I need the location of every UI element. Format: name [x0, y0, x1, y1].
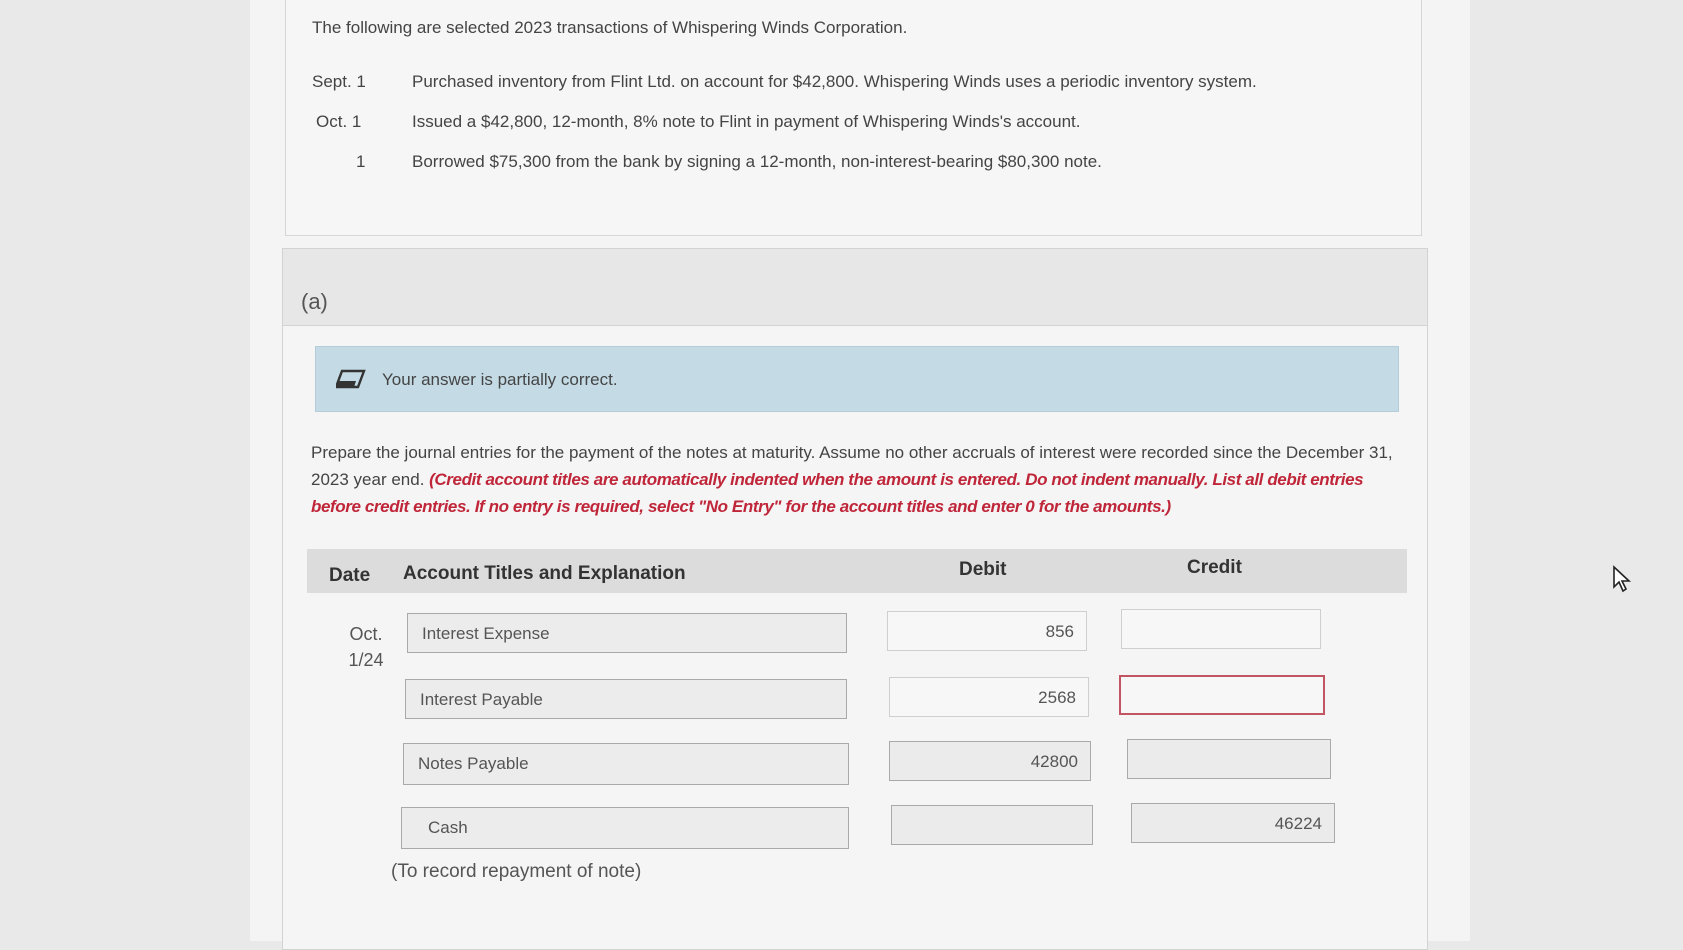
- credit-field-notes-payable[interactable]: [1127, 739, 1331, 779]
- transaction-date: 1: [356, 152, 366, 171]
- transaction-date: Oct. 1: [316, 112, 362, 131]
- feedback-message: Your answer is partially correct.: [382, 370, 618, 389]
- debit-field-cash[interactable]: [891, 805, 1093, 845]
- mouse-pointer-icon: [1612, 565, 1634, 593]
- entry-date: [341, 621, 391, 673]
- instructions-note: (Credit account titles are automatically indented when the amount is entered. Do not indent manually. List all debit entries before credit entries. If no entry is required, select "No Entry" for the account titles and enter 0 for the amounts.): [311, 470, 1364, 516]
- entry-date-month: Oct.: [349, 624, 383, 644]
- header-credit: Credit: [1187, 557, 1242, 578]
- account-field-interest-payable[interactable]: Interest Payable: [405, 679, 847, 719]
- header-date: Date: [329, 565, 371, 586]
- header-debit: Debit: [959, 559, 1007, 580]
- entry-date-day: 1/24: [348, 650, 384, 670]
- account-field-interest-expense[interactable]: Interest Expense: [407, 613, 847, 653]
- instructions: [311, 439, 1411, 520]
- pencil-icon: [336, 369, 366, 389]
- entry-memo: (To record repayment of note): [391, 861, 642, 882]
- debit-field-interest-expense[interactable]: 856: [887, 611, 1087, 651]
- credit-field-interest-payable[interactable]: [1119, 675, 1325, 715]
- transaction-description: Issued a $42,800, 12-month, 8% note to Flint in payment of Whispering Winds's account.: [412, 112, 1081, 131]
- header-account: Account Titles and Explanation: [403, 563, 686, 584]
- credit-field-cash[interactable]: 46224: [1131, 803, 1335, 843]
- debit-field-notes-payable[interactable]: 42800: [889, 741, 1091, 781]
- instructions-text: Prepare the journal entries for the payment of the notes at maturity. Assume no other accruals of interest were recorded since the December 31, 2023 year end.: [311, 443, 1393, 489]
- part-header: [283, 249, 1427, 326]
- account-field-notes-payable[interactable]: Notes Payable: [403, 743, 849, 785]
- credit-field-interest-expense[interactable]: [1121, 609, 1321, 649]
- account-field-cash[interactable]: Cash: [401, 807, 849, 849]
- debit-field-interest-payable[interactable]: 2568: [889, 677, 1089, 717]
- transaction-date: Sept. 1: [312, 72, 366, 91]
- problem-statement: [285, 0, 1422, 236]
- feedback-banner: [315, 346, 1399, 412]
- problem-intro: The following are selected 2023 transactions of Whispering Winds Corporation.: [312, 18, 908, 37]
- journal-table-header: [307, 549, 1407, 593]
- transaction-description: Borrowed $75,300 from the bank by signing a 12-month, non-interest-bearing $80,300 note.: [412, 152, 1102, 171]
- transaction-description: Purchased inventory from Flint Ltd. on account for $42,800. Whispering Winds uses a periodic inventory system.: [412, 72, 1257, 91]
- part-label: (a): [301, 289, 328, 314]
- part-a-panel: [282, 248, 1428, 950]
